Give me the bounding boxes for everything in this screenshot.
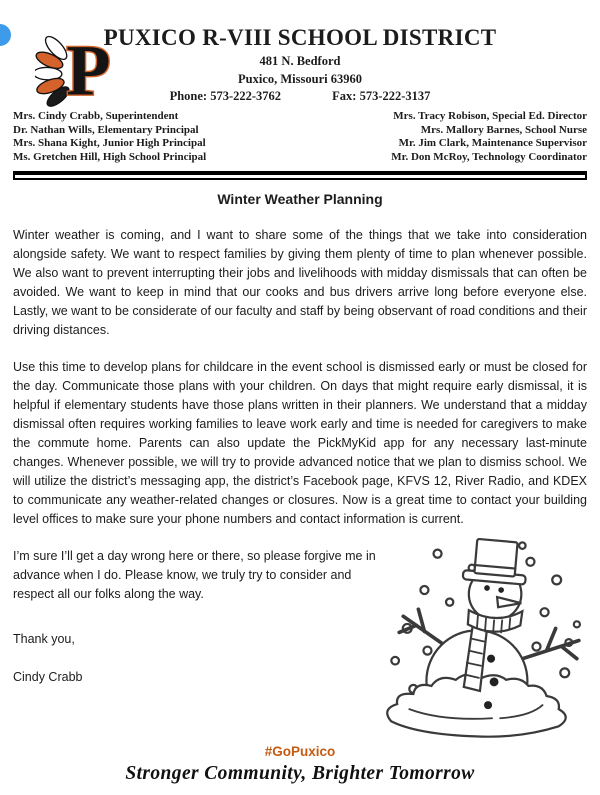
- hashtag: #GoPuxico: [264, 744, 336, 759]
- letter-paragraph-1: Winter weather is coming, and I want to share some of the things that we take into consideration alongside safety. We want to respect families by giving them plenty of time to plan whenever possible. We also want to prevent interrupting their jobs and livelihoods with midday dismissals that can often be avoided. We want to keep in mind that our cooks and bus drivers arrive long before everyone else. Lastly, we want to be considerate of our faculty and staff by being observant of road conditions and their driving distances.: [13, 228, 587, 337]
- address-line-1: 481 N. Bedford: [259, 54, 341, 68]
- staff-member: Dr. Nathan Wills, Elementary Principal: [13, 123, 199, 136]
- staff-member: Mrs. Mallory Barnes, School Nurse: [420, 123, 587, 136]
- snowman-icon: [379, 535, 591, 747]
- letter-title: Winter Weather Planning: [217, 191, 383, 207]
- staff-member: Mr. Don McRoy, Technology Coordinator: [391, 150, 587, 163]
- staff-list-left: [13, 110, 206, 164]
- district-name: PUXICO R-VIII SCHOOL DISTRICT: [103, 25, 497, 50]
- letter-paragraph-2: Use this time to develop plans for childcare in the event school is dismissed early or must be closed for the day. Communicate those plans with your children. On days that might require early dismissal, it is helpful if elementary students have those plans written in their planners. We understand that a midday dismissal often requires working families to leave work early and time is needed for caregivers to make the commute home. Parents can also update the PickMyKid app for any necessary last-minute changes. Whenever possible, we will try to provide advanced notice that we plan to dismiss school. We will utilize the district’s messaging app, the district’s Facebook page, KFVS 12, River Radio, and KDEX to communicate any weather-related changes or closures. Now is a great time to contact your building level offices to make sure your phone numbers and contact information is current.: [13, 360, 587, 526]
- letter-signature: Cindy Crabb: [13, 670, 83, 684]
- address-line-2: Puxico, Missouri 63960: [238, 72, 362, 86]
- staff-member: Mr. Jim Clark, Maintenance Supervisor: [398, 137, 587, 149]
- phone-number: Phone: 573-222-3762: [169, 89, 282, 103]
- svg-text:P: P: [66, 30, 111, 107]
- letter-paragraph-3: I’m sure I’ll get a day wrong here or there, so please forgive me in advance when I do. Please know, we truly try to consider and respect all our folks along the way.: [13, 549, 376, 601]
- header-divider: [13, 171, 587, 180]
- staff-directory: [13, 110, 587, 164]
- staff-list-right: [391, 110, 587, 164]
- letter-closing: Thank you,: [13, 632, 75, 646]
- footer: [0, 743, 600, 785]
- staff-member: Mrs. Shana Kight, Junior High Principal: [13, 137, 206, 149]
- district-logo-icon: [35, 27, 123, 107]
- letter-bottom-section: [13, 547, 587, 759]
- staff-member: Ms. Gretchen Hill, High School Principal: [13, 150, 207, 163]
- district-tagline: Stronger Community, Brighter Tomorrow: [125, 763, 475, 784]
- fax-number: Fax: 573-222-3137: [332, 89, 431, 103]
- staff-member: Mrs. Cindy Crabb, Superintendent: [13, 110, 179, 122]
- letterhead: [13, 0, 587, 107]
- staff-member: Mrs. Tracy Robison, Special Ed. Director: [393, 110, 587, 122]
